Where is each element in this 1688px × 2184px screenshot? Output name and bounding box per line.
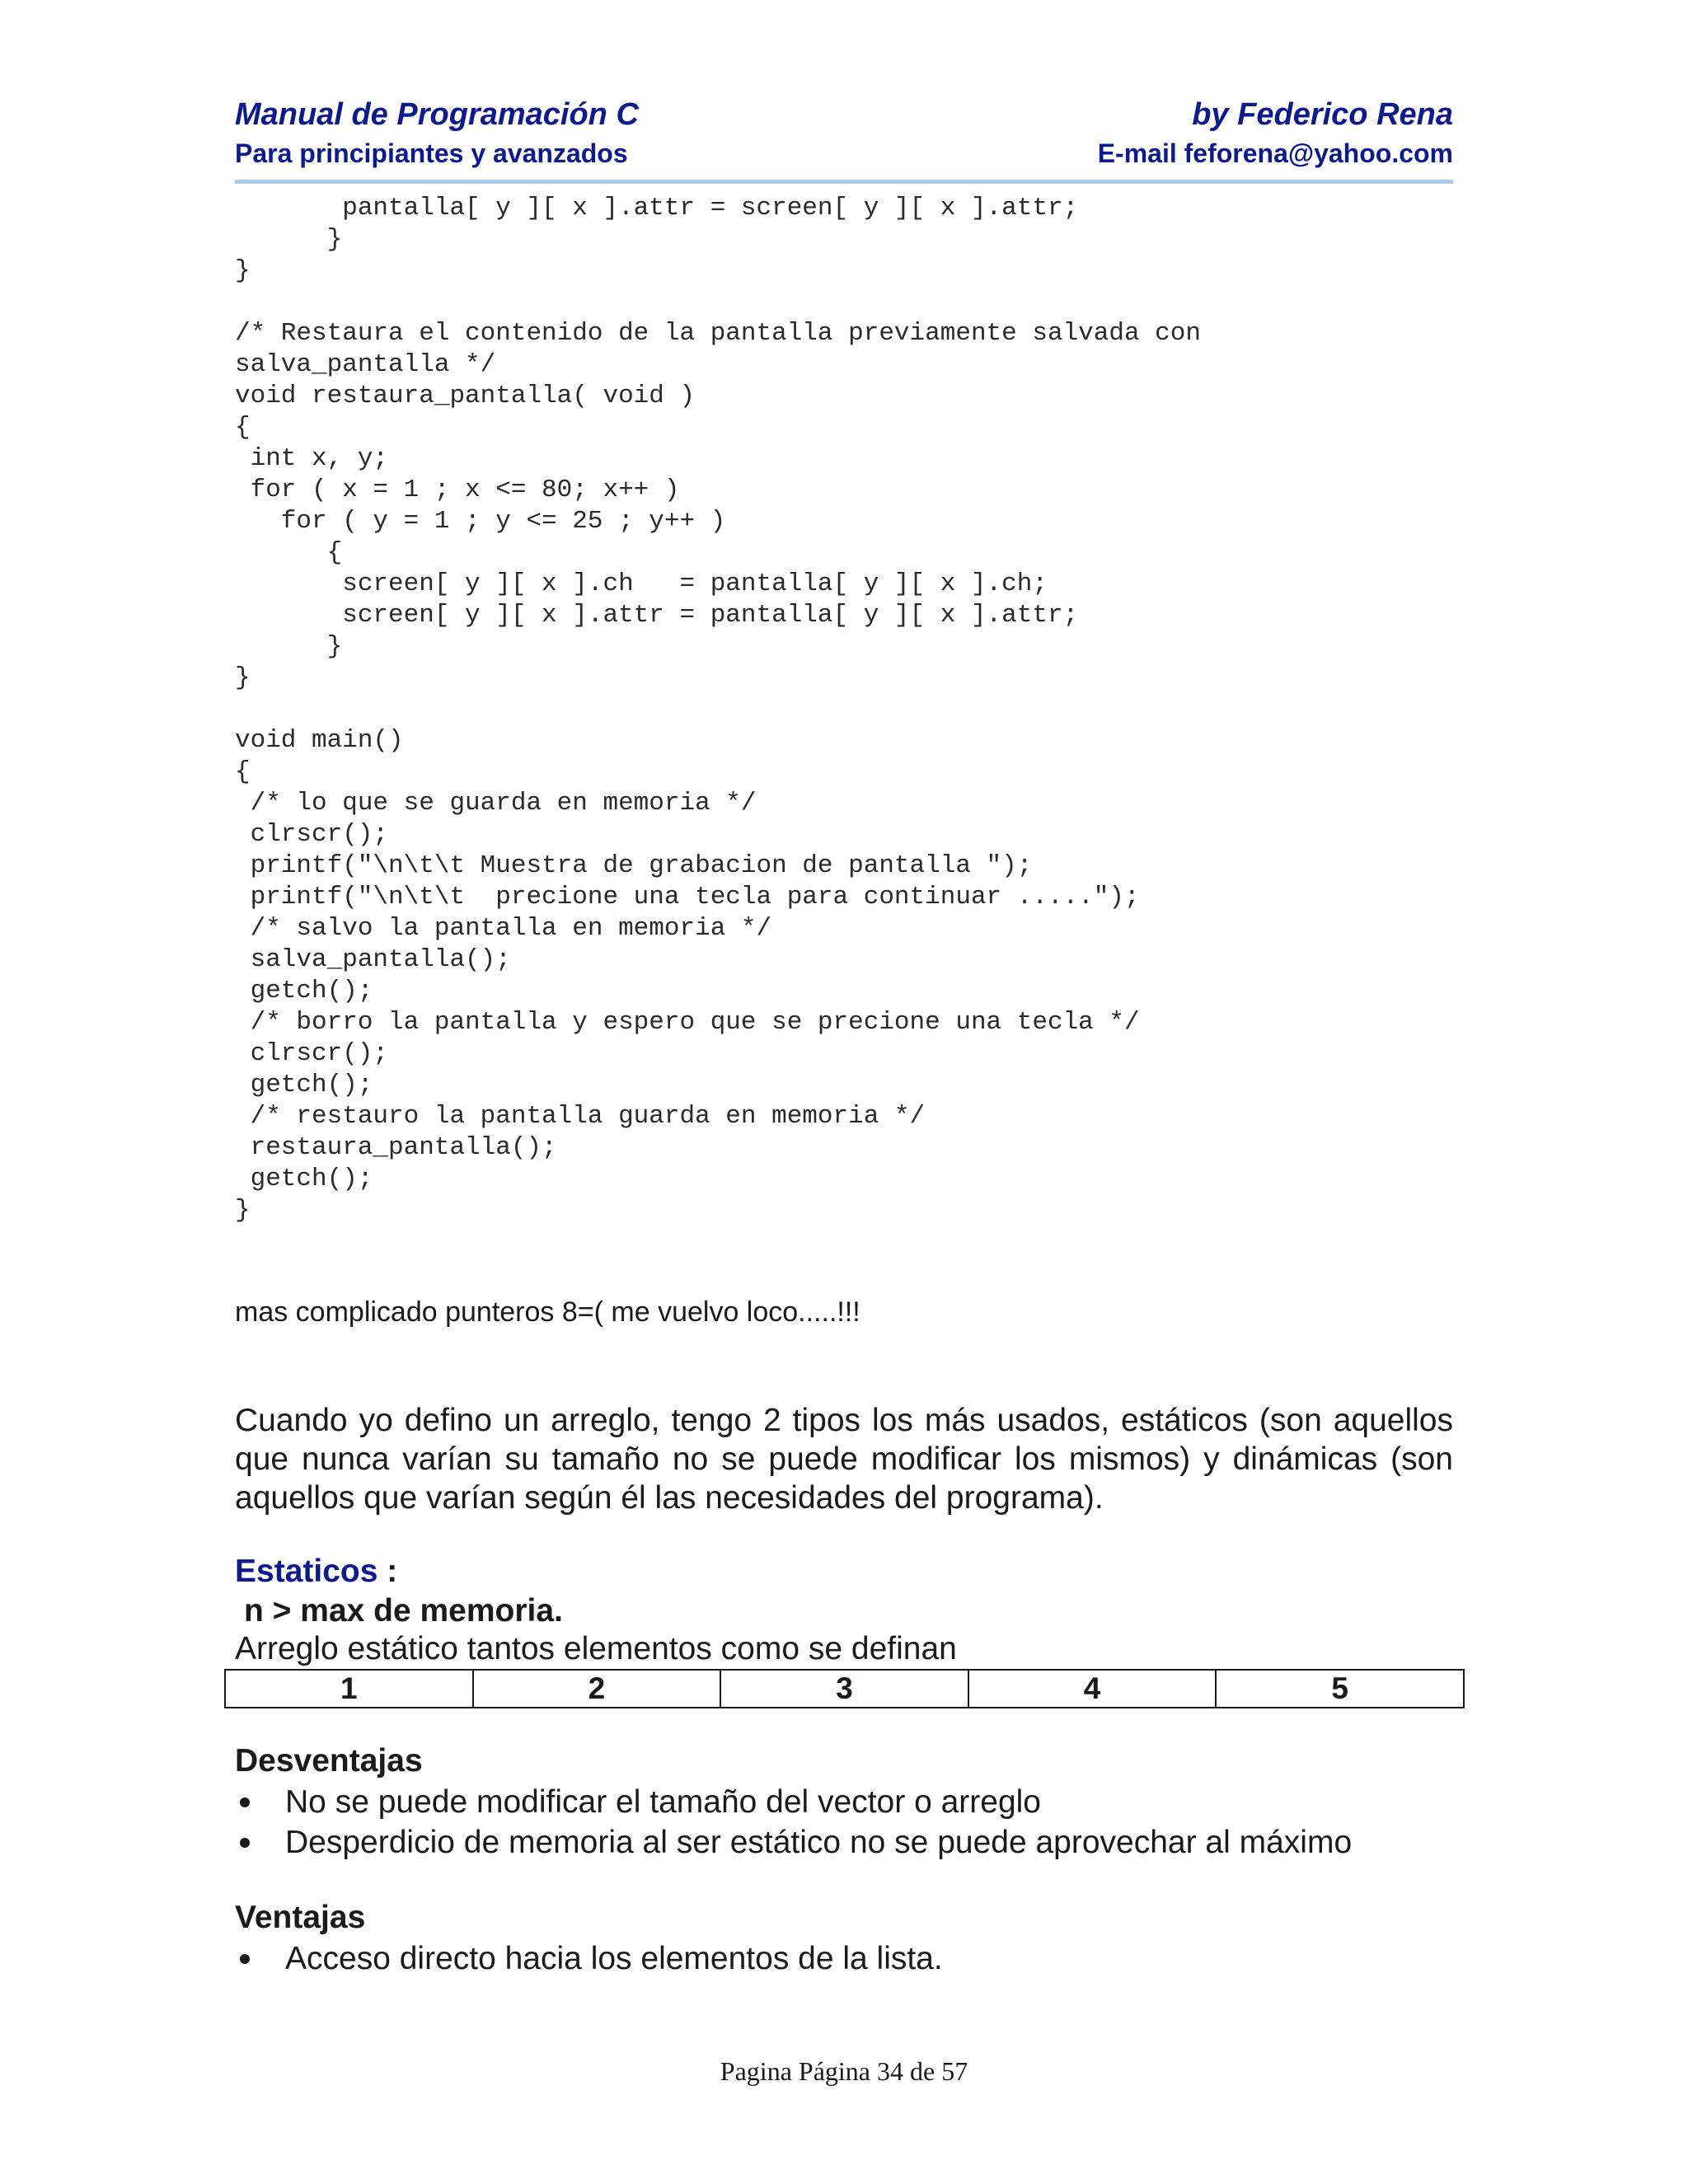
array-cell-5: 5 (1216, 1670, 1464, 1708)
author-name: by Federico Rena (1192, 97, 1453, 132)
manual-title: Manual de Programación C (235, 97, 639, 132)
array-caption: Arreglo estático tantos elementos como se definan (235, 1631, 957, 1666)
code-line: salva_pantalla(); (235, 945, 511, 974)
code-line: /* borro la pantalla y espero que se precione una tecla */ (235, 1008, 1140, 1037)
code-line: } (235, 1196, 251, 1225)
desventajas-heading: Desventajas (235, 1743, 423, 1779)
code-line: clrscr(); (235, 820, 389, 849)
code-line: } (235, 225, 343, 254)
n-max-label: n > max de memoria. (244, 1593, 563, 1629)
code-line: for ( y = 1 ; y <= 25 ; y++ ) (235, 507, 726, 536)
code-line: getch(); (235, 1165, 373, 1193)
code-line: void main() (235, 726, 404, 755)
list-item-text: Acceso directo hacia los elementos de la lista. (285, 1941, 943, 1976)
code-line (235, 287, 1455, 318)
code-line: printf("\n\t\t Muestra de grabacion de pantalla "); (235, 851, 1033, 880)
estaticos-title: Estaticos (235, 1554, 378, 1589)
code-line: { (235, 757, 251, 786)
array-row (225, 1670, 1464, 1708)
side-note: mas complicado punteros 8=( me vuelvo loco.....!!! (235, 1296, 860, 1328)
ventajas-heading: Ventajas (235, 1900, 366, 1935)
array-cell-1: 1 (225, 1670, 473, 1708)
code-line: /* Restaura el contenido de la pantalla previamente salvada con (235, 319, 1201, 348)
code-line: /* salvo la pantalla en memoria */ (235, 914, 772, 943)
estaticos-colon: : (377, 1554, 398, 1589)
array-cell-2: 2 (473, 1670, 721, 1708)
desventajas-list (235, 1782, 1352, 1863)
code-line: /* restauro la pantalla guarda en memoria */ (235, 1102, 926, 1131)
author-email: E-mail feforena@yahoo.com (1097, 138, 1453, 168)
page-footer: Pagina Página 34 de 57 (720, 2056, 968, 2086)
array-cell-4: 4 (968, 1670, 1217, 1708)
list-item-text: No se puede modificar el tamaño del vector o arreglo (285, 1784, 1041, 1820)
manual-subtitle: Para principiantes y avanzados (235, 138, 628, 168)
bullet-icon (240, 1838, 250, 1848)
list-item (235, 1782, 1352, 1822)
code-line: getch(); (235, 1071, 373, 1099)
code-listing (235, 193, 1455, 1226)
array-cell-3: 3 (720, 1670, 968, 1708)
list-item-text: Desperdicio de memoria al ser estático no se puede aprovechar al máximo (285, 1825, 1353, 1860)
bullet-icon (240, 1797, 250, 1807)
bullet-icon (240, 1954, 250, 1964)
code-line: screen[ y ][ x ].attr = pantalla[ y ][ x ].attr; (235, 601, 1079, 630)
code-line: restaura_pantalla(); (235, 1133, 557, 1162)
static-array-table (224, 1669, 1465, 1708)
estaticos-heading (235, 1554, 397, 1590)
code-line: salva_pantalla */ (235, 350, 496, 379)
ventajas-list (235, 1938, 943, 1979)
code-line: { (235, 538, 343, 567)
body-paragraph: Cuando yo defino un arreglo, tengo 2 tipos los más usados, estáticos (son aquellos que nunca varían su tamaño no se puede modificar los mismos) y dinámicas (son aquellos que varían según él las necesidades del programa). (235, 1403, 1453, 1516)
code-line: { (235, 413, 251, 442)
code-line: printf("\n\t\t precione una tecla para continuar ....."); (235, 883, 1140, 912)
code-line: /* lo que se guarda en memoria */ (235, 789, 757, 818)
code-line: pantalla[ y ][ x ].attr = screen[ y ][ x ].attr; (235, 194, 1079, 223)
code-line: void restaura_pantalla( void ) (235, 382, 696, 410)
code-line: int x, y; (235, 444, 389, 473)
code-line: clrscr(); (235, 1039, 389, 1068)
code-line: } (235, 663, 251, 692)
code-line: screen[ y ][ x ].ch = pantalla[ y ][ x ].ch; (235, 569, 1048, 598)
code-line: } (235, 632, 343, 661)
code-line: for ( x = 1 ; x <= 80; x++ ) (235, 476, 680, 504)
code-line: getch(); (235, 977, 373, 1005)
page-header (235, 97, 1453, 184)
code-line: } (235, 256, 251, 285)
code-line (235, 694, 1455, 725)
list-item (235, 1938, 943, 1979)
list-item (235, 1822, 1352, 1863)
